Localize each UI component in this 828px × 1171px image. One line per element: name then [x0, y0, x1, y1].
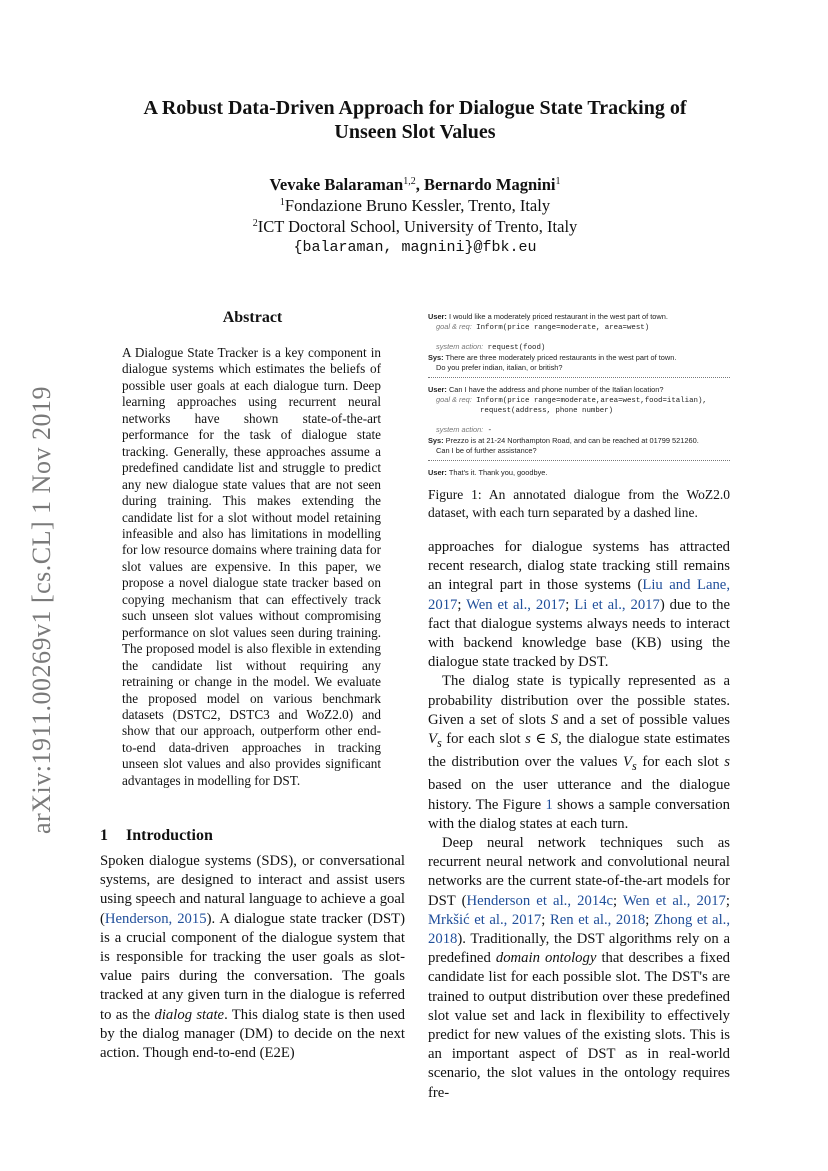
author-names: Vevake Balaraman$^{1,2}$, Bernardo Magnini$^1$ — [269, 175, 561, 194]
citation-link[interactable]: Ren et al., 2018 — [549, 911, 646, 928]
section-heading-introduction — [100, 827, 213, 845]
abstract-heading: Abstract — [222, 309, 283, 326]
affiliation-1: $^1$Fondazione Bruno Kessler, Trento, Italy — [279, 196, 551, 215]
citation-link[interactable]: Henderson et al., 2014c — [466, 892, 614, 909]
title-line-1: A Robust Data-Driven Approach for Dialogue State Tracking of — [143, 97, 687, 119]
author-1: Vevake Balaraman — [269, 175, 404, 194]
section-title: Introduction — [126, 827, 213, 844]
author-email: {balaraman, magnini}@fbk.eu — [293, 239, 537, 256]
affiliation-2: $^2$ICT Doctoral School, University of Trento, Italy — [252, 217, 578, 236]
arxiv-identifier: arXiv:1911.00269v1 [cs.CL] 1 Nov 2019 — [27, 386, 56, 834]
dialogue-turn-2: User: Can I have the address and phone number of the Italian location? goal & req: Inform(price range=moderate,area=west,food=italian), request(address, phone number) system action: - Sys: Prezzo is at 21-24 Northampton Road, and can be reached at 01799 521260. Can I be of further assistance? — [428, 383, 730, 461]
citation-link[interactable]: Henderson, 2015 — [104, 910, 207, 927]
citation-link[interactable]: Li et al., 2017 — [574, 596, 660, 613]
citation-link[interactable]: Liu and Lane, 2017 — [428, 577, 730, 613]
figure-1-dialogue — [428, 310, 730, 487]
intro-paragraph-2: approaches for dialogue systems has attracted recent research, dialog state tracking still remains an integral part in those systems (Liu and Lane, 2017; Wen et al., 2017; Li et al., 2017) due to the fact that dialogue systems always needs to interact with backend knowledge base (KB) using the dialogue state tracked by DST. — [428, 539, 730, 671]
abstract-text: A Dialogue State Tracker is a key component in dialogue systems which estimates the beliefs of possible user goals at each dialogue turn. Deep learning approaches using recurrent neural networks have shown state-of-the-art performance for the task of dialogue state tracking. Generally, these approaches assume a predefined candidate list and struggle to predict any new dialogue state values that are not seen during training. This makes extending the candidate list for a slot without model retaining infeasible and also has limitations in modelling for low resource domains where training data for slot values are expensive. In this paper, we propose a novel dialogue state tracker based on copying mechanism that can effectively track such unseen slot values without compromising performance on slot values seen during training. The proposed model is also flexible in extending the candidate list without requiring any retraining or change in the model. We evaluate the proposed model on various benchmark datasets (DSTC2, DSTC3 and WoZ2.0) and show that our approach, outperform other end-to-end data-driven approaches in tracking unseen slot values and also provides significant advantages in modelling for DST. — [122, 345, 381, 788]
citation-link[interactable]: Wen et al., 2017 — [466, 596, 566, 613]
citation-link[interactable]: Zhong et al., 2018 — [428, 911, 731, 947]
intro-right-column — [428, 538, 730, 1103]
citation-link[interactable]: Wen et al., 2017 — [623, 892, 726, 909]
citation-link[interactable]: Mrkšić et al., 2017 — [428, 911, 542, 928]
author-2: Bernardo Magnini — [423, 175, 556, 194]
figure-1-caption: Figure 1: An annotated dialogue from the WoZ2.0 dataset, with each turn separated by a dashed line. — [428, 487, 730, 520]
paper-title — [100, 96, 730, 144]
author-2-affil: 1 — [555, 176, 561, 187]
intro-paragraph-4: Deep neural network techniques such as recurrent neural network and convolutional neural networks are the current state-of-the-art models for DST (Henderson et al., 2014c; Wen et al., 2017; Mrkšić et al., 2017; Ren et al., 2018; Zhong et al., 2018). Traditionally, the DST algorithms rely on a predefined domain ontology that describes a fixed candidate list for each possible slot. The DST's are trained to output distribution over these predefined slot value set and lack in flexibility to effectively predict for new values of the existing slots. This is an important aspect of DST as in real-world scenario, the slot values in the ontology requires fre- — [428, 834, 731, 1101]
arxiv-sidebar — [18, 370, 66, 850]
author-block — [100, 174, 730, 258]
intro-paragraph-3: The dialog state is typically represented as a probability distribution over the possible states. Given a set of slots S and a set of possible values $V_s$ for each slot s ∈ S, the dialogue state estimates the distribution over the values $V_s$ for each slot s based on the user utterance and the dialogue history. The Figure 1 shows a sample conversation with the dialog states at each turn. — [428, 673, 731, 832]
section-number: 1 — [100, 827, 108, 844]
title-line-2: Unseen Slot Values — [334, 121, 496, 143]
author-1-affil: 1,2 — [403, 176, 416, 187]
figure-reference-link[interactable]: 1 — [545, 796, 553, 813]
dialogue-turn-3: User: That's it. Thank you, goodbye. — [428, 468, 548, 477]
intro-paragraph-1: Spoken dialogue systems (SDS), or conversational systems, are designed to interact and assist users using speech and natural language to achieve a goal (Henderson, 2015). A dialogue state tracker (DST) is a crucial component of the dialogue system that is responsible for tracking the user goals as slot-value pairs during the conversation. The goals tracked at any given turn in the dialogue is referred to as the dialog state. This dialog state is then used by the dialog manager (DM) to decide on the next action. Though end-to-end (E2E) — [100, 853, 406, 1062]
dialogue-turn-1: User: I would like a moderately priced restaurant in the west part of town. goal & req: Inform(price range=moderate, area=west) system action: request(food) Sys: There are three moderately priced restaurants in the west part of town. Do you prefer indian, italian, or british? — [428, 310, 730, 378]
